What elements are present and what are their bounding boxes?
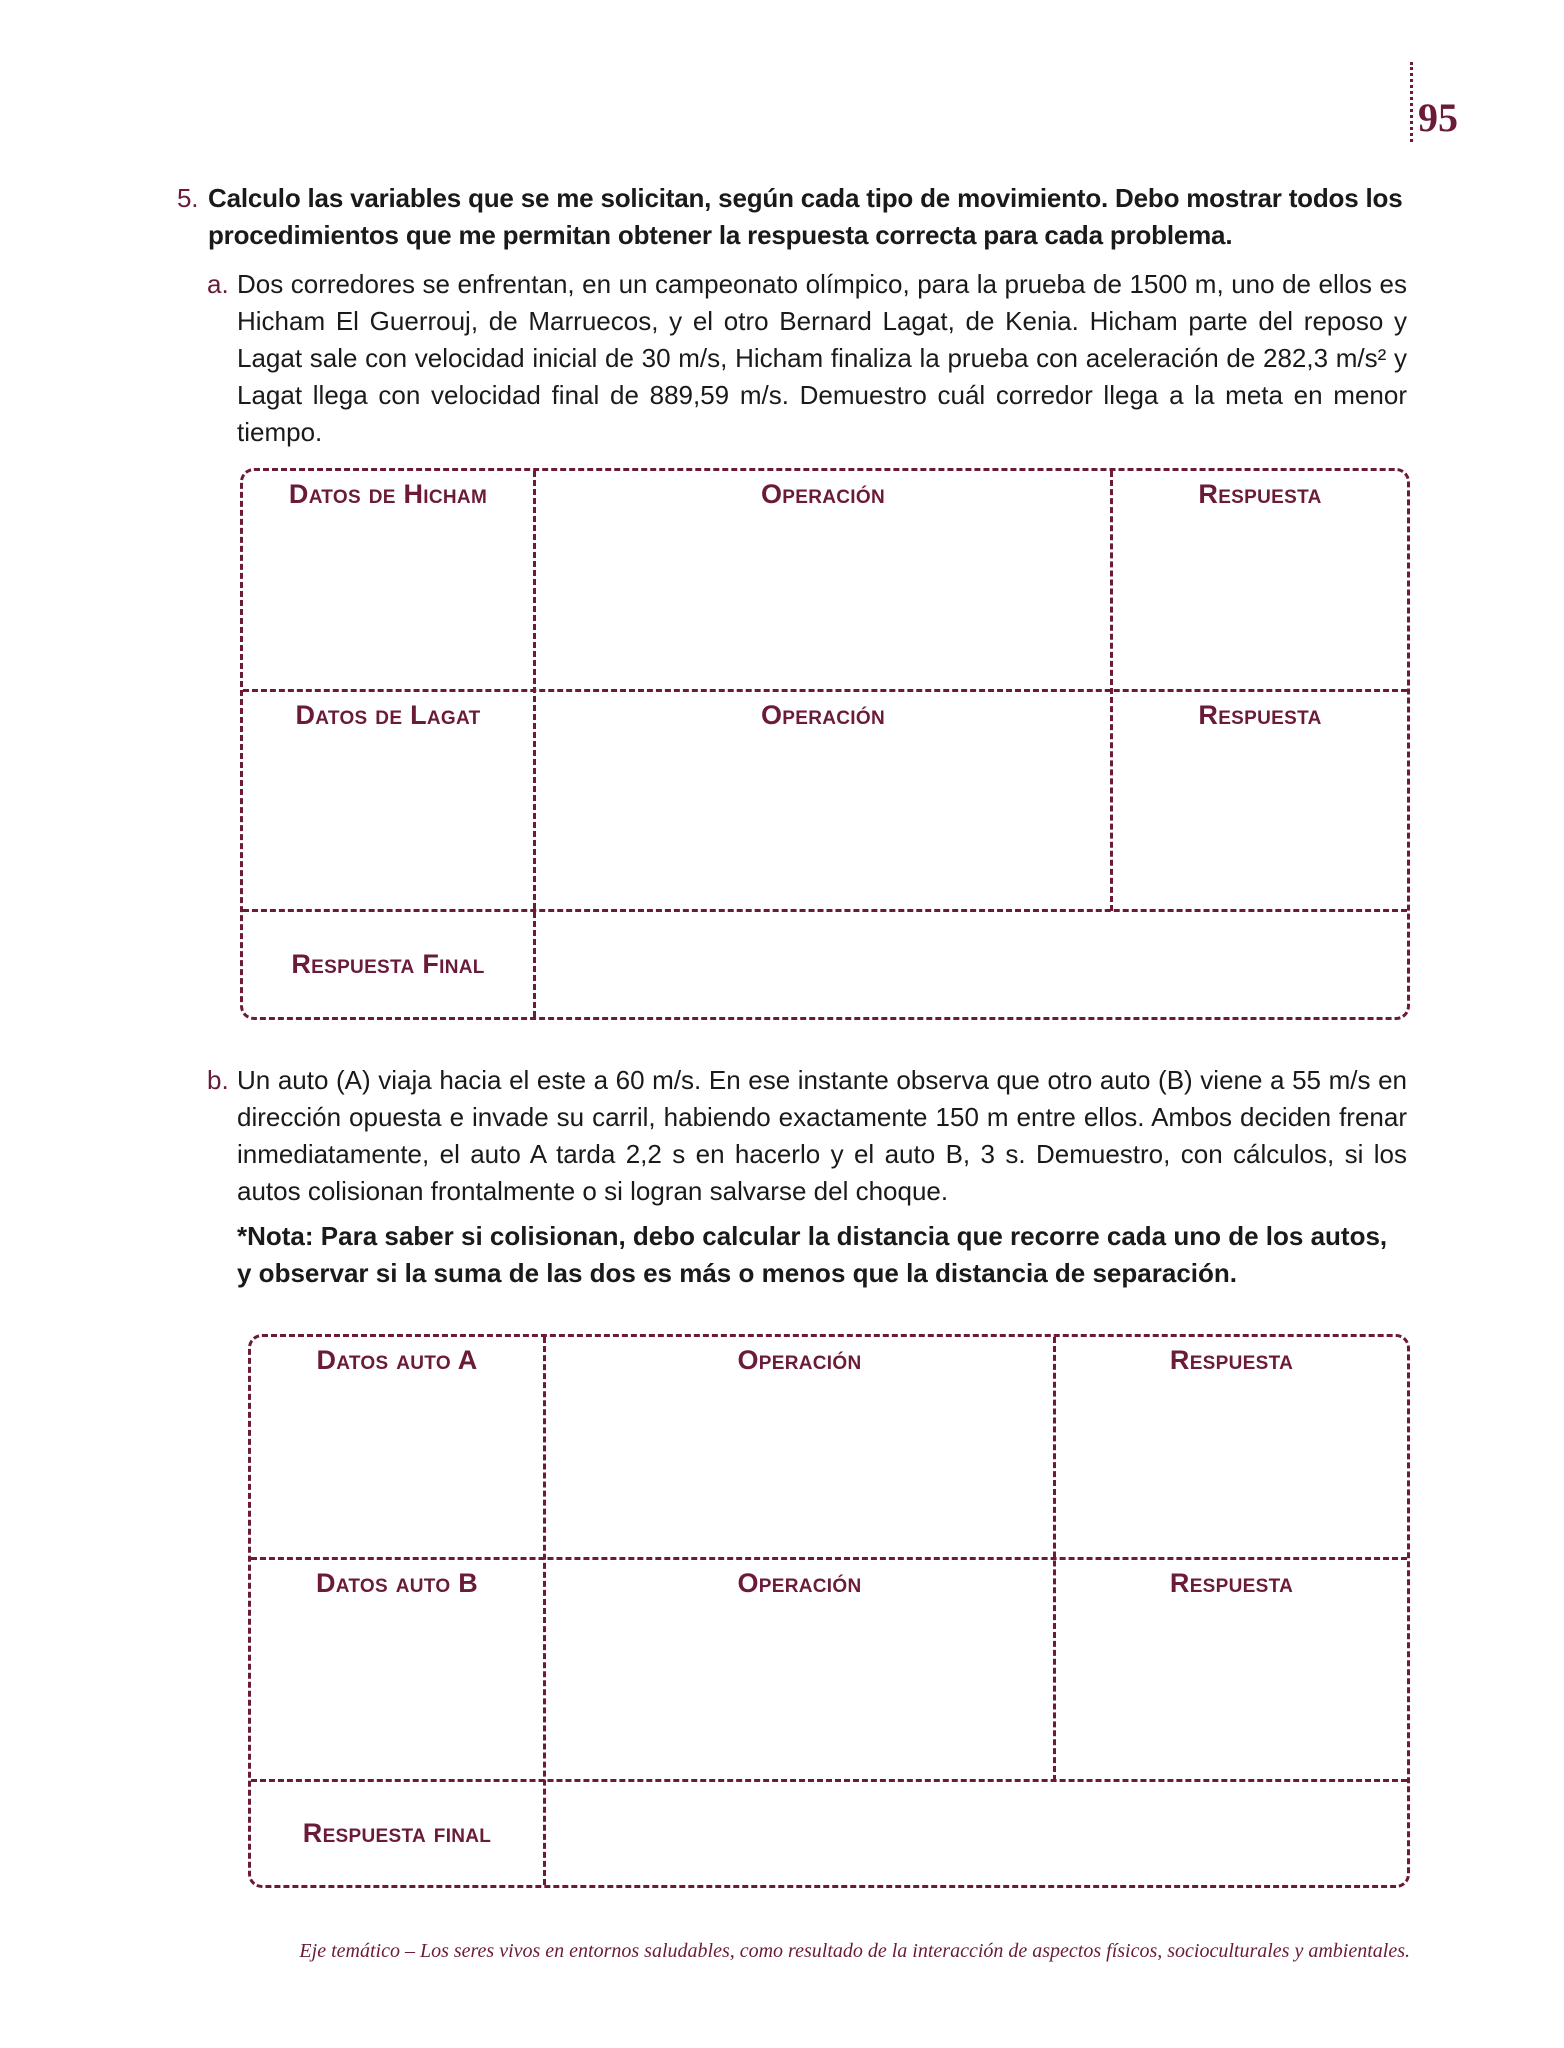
cell-hicham-operation[interactable] [536,471,1110,689]
cell-auto-b-answer[interactable] [1056,1560,1407,1779]
header-final-answer: Respuesta Final [291,949,485,979]
part-a-text: Dos corredores se enfrentan, en un campeonato olímpico, para la prueba de 1500 m, uno de ellos es Hicham El Guerrouj, de Marruecos, y el otro Bernard Lagat, de Kenia. Hicham parte del reposo y Lagat sale con velocidad inicial de 30 m/s, Hicham finaliza la prueba con aceleración de 282,3 m/s² y Lagat llega con velocidad final de 889,59 m/s. Demuestro cuál corredor llega a la meta en menor tiempo. [237,269,1407,447]
header-operation: Operación [737,1568,862,1598]
cell-auto-b-data[interactable] [251,1560,543,1779]
cell-lagat-data[interactable] [243,692,533,909]
header-final-answer: Respuesta final [302,1818,492,1848]
cell-auto-a-data[interactable] [251,1337,543,1557]
cell-auto-a-operation[interactable] [546,1337,1053,1557]
cell-hicham-data[interactable] [243,471,533,689]
question-number: 5. [177,183,199,213]
answer-table-b [248,1334,1410,1888]
header-answer: Respuesta [1169,1568,1294,1598]
part-b-text: Un auto (A) viaja hacia el este a 60 m/s. En ese instante observa que otro auto (B) viene a 55 m/s en dirección opuesta e invade su carril, habiendo exactamente 150 m entre ellos. Ambos deciden frenar inmediatamente, el auto A tarda 2,2 s en hacerlo y el auto B, 3 s. Demuestro, con cálculos, si los autos colisionan frontalmente o si logran salvarse del choque. [237,1065,1407,1206]
cell-lagat-operation[interactable] [536,692,1110,909]
header-auto-b-data: Datos auto B [315,1568,479,1598]
header-answer: Respuesta [1198,479,1322,509]
part-b-marker: b. [207,1065,229,1095]
cell-final-answer[interactable] [546,1782,1407,1885]
part-b [207,1062,1407,1210]
header-hicham-data: Datos de Hicham [288,479,488,509]
part-b-note: *Nota: Para saber si colisionan, debo calcular la distancia que recorre cada uno de los autos, y observar si la suma de las dos es más o menos que la distancia de separación. [237,1221,1388,1288]
cell-final-answer[interactable] [536,912,1407,1017]
page-number-divider [1410,62,1413,142]
cell-auto-a-answer[interactable] [1056,1337,1407,1557]
cell-lagat-answer[interactable] [1113,692,1407,909]
answer-table-a [240,468,1410,1020]
part-a [207,266,1407,451]
part-a-marker: a. [207,269,229,299]
header-answer: Respuesta [1198,700,1322,730]
header-operation: Operación [737,1345,862,1375]
cell-auto-b-operation[interactable] [546,1560,1053,1779]
header-operation: Operación [761,479,885,509]
footer-theme: Eje temático – Los seres vivos en entornos saludables, como resultado de la interacción de aspectos físicos, socioculturales y ambientales. [299,1940,1410,1962]
header-lagat-data: Datos de Lagat [295,700,481,730]
header-answer: Respuesta [1169,1345,1294,1375]
question-5 [177,180,1407,254]
page-number: 95 [1418,95,1458,140]
cell-hicham-answer[interactable] [1113,471,1407,689]
cell-final-label [251,1782,543,1885]
header-auto-a-data: Datos auto A [316,1345,478,1375]
cell-final-label [243,912,533,1017]
question-text: Calculo las variables que se me solicitan, según cada tipo de movimiento. Debo mostrar todos los procedimientos que me permitan obtener la respuesta correcta para cada problema. [208,183,1403,250]
header-operation: Operación [761,700,885,730]
